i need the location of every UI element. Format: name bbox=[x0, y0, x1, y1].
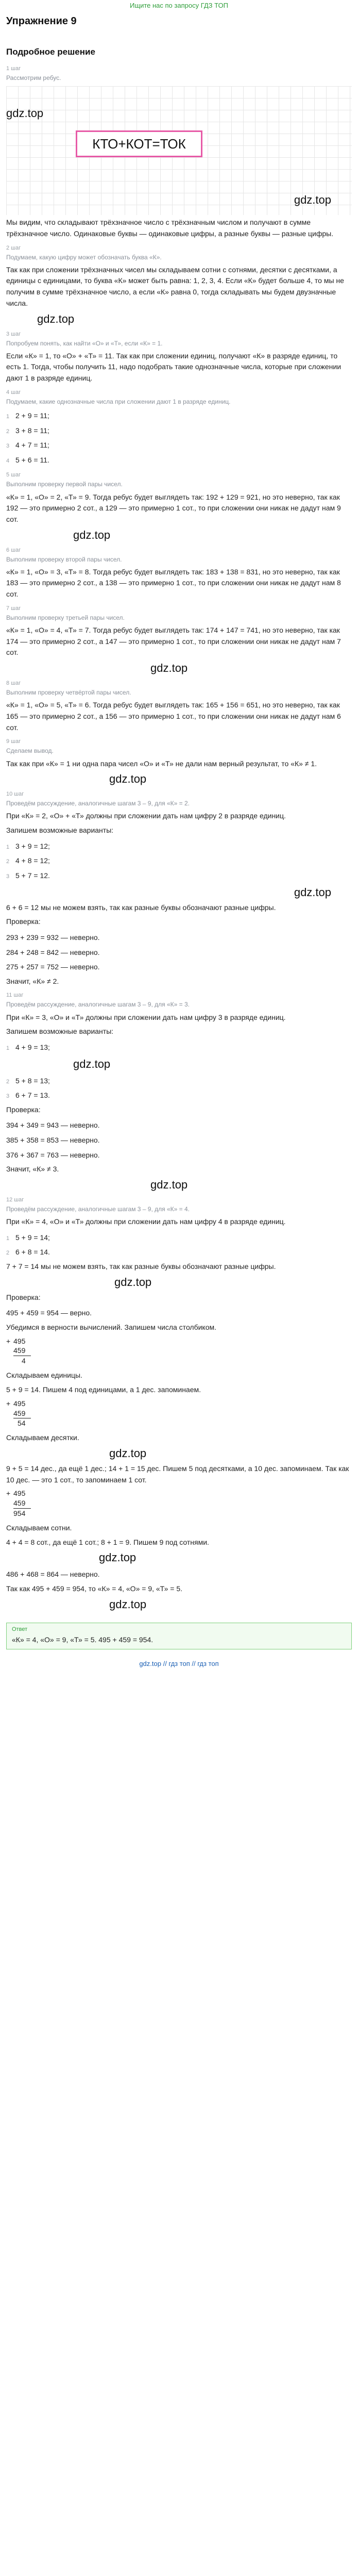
watermark: gdz.top bbox=[109, 1597, 147, 1611]
solution-page bbox=[6, 15, 352, 1667]
step-note: Проведём рассуждение, аналогичные шагам 3 – 9, для «К» = 3. bbox=[6, 1001, 190, 1009]
step-text: Проверка: bbox=[6, 1293, 41, 1301]
equation-row: 1 5 + 9 = 14; bbox=[6, 1233, 50, 1242]
step-note: Выполним проверку четвёртой пары чисел. bbox=[6, 689, 131, 697]
equation-row: 2 5 + 8 = 13; bbox=[6, 1076, 50, 1085]
step-text: При «К» = 2, «О» + «Т» должны при сложении дать нам цифру 2 в разряде единиц. bbox=[6, 812, 286, 820]
rebus-box: КТО+КОТ=ТОК bbox=[76, 130, 202, 157]
step-text: Проверка: bbox=[6, 917, 41, 926]
answer-label: Ответ bbox=[12, 1626, 28, 1632]
step-label: 6 шаг bbox=[6, 547, 21, 553]
step-conclusion: Значит, «К» ≠ 3. bbox=[6, 1165, 59, 1174]
step-text: Так как при «К» = 1 ни одна пара чисел «О» и «Т» не дали нам верный результат, то «К» ≠ 1. bbox=[6, 759, 317, 768]
step-text: Так как 495 + 459 = 954, то «К» = 4, «О» = 9, «Т» = 5. bbox=[6, 1584, 183, 1593]
step-text: 9 + 5 = 14 дес., да ещё 1 дес.; 14 + 1 = 15 дес. Пишем 5 под десятками, а 10 дес. запоминаем. Так как 10 дес. — это 1 сот., то запоминаем 1 сот. bbox=[6, 1464, 349, 1484]
watermark: gdz.top bbox=[150, 662, 188, 675]
step-note: Подумаем, какие однозначные числа при сложении дают 1 в разряде единиц. bbox=[6, 398, 231, 405]
watermark: gdz.top bbox=[109, 772, 147, 786]
step-text: Запишем возможные варианты: bbox=[6, 1027, 114, 1036]
equation-row: 2 4 + 8 = 12; bbox=[6, 856, 50, 865]
step-text: «К» = 1, «О» = 3, «Т» = 8. Тогда ребус будет выглядеть так: 183 + 138 = 831, но это неверно, так как 183 — это примерно 2 сот., а 138 — это примерно 1 сот., то при сложении они никак не дадут нам 8 сот. bbox=[6, 567, 341, 599]
check-row: 495 + 459 = 954 — верно. bbox=[6, 1309, 92, 1317]
exercise-title: Упражнение 9 bbox=[6, 15, 77, 27]
column-addition: + 495 459 54 bbox=[6, 1399, 37, 1429]
step-text: Так как при сложении трёхзначных чисел мы складываем сотни с сотнями, десятки с десятками, а единицы с единицами, то буква «К» может быть равна: 1, 2, 3, 4. Если «К» будет больше 4, то мы не получим в сумме трёхзначное число, а если «К» равна 0, тогда складывать мы будем двузначные числа. bbox=[6, 265, 344, 307]
step-text: 6 + 6 = 12 мы не можем взять, так как разные буквы обозначают разные цифры. bbox=[6, 903, 276, 912]
step-text: 7 + 7 = 14 мы не можем взять, так как разные буквы обозначают разные цифры. bbox=[6, 1262, 276, 1270]
step-label: 3 шаг bbox=[6, 331, 21, 337]
watermark: gdz.top bbox=[99, 1551, 137, 1564]
step-text: «К» = 1, «О» = 4, «Т» = 7. Тогда ребус будет выглядеть так: 174 + 147 = 741, но это неверно, так как 174 — это примерно 2 сот., а 147 — это примерно 1 сот., то при сложении они никак не дадут нам 7 сот. bbox=[6, 626, 341, 657]
equation-row: 4 5 + 6 = 11. bbox=[6, 455, 49, 464]
step-label: 11 шаг bbox=[6, 992, 24, 999]
step-note: Подумаем, какую цифру может обозначать буква «К». bbox=[6, 253, 162, 261]
step-label: 9 шаг bbox=[6, 738, 21, 745]
step-text: Убедимся в верности вычислений. Запишем числа столбиком. bbox=[6, 1323, 217, 1331]
check-row: 376 + 367 = 763 — неверно. bbox=[6, 1150, 100, 1159]
equation-row: 3 5 + 7 = 12. bbox=[6, 871, 50, 880]
check-row: 385 + 358 = 853 — неверно. bbox=[6, 1136, 100, 1144]
step-note: Рассмотрим ребус. bbox=[6, 74, 61, 81]
equation-row: 3 4 + 7 = 11; bbox=[6, 441, 49, 450]
step-text: Мы видим, что складывают трёхзначное число с трёхзначным числом и получают в сумме трёхзначное число. Одинаковые буквы — одинаковые цифры, а разные буквы — разные цифры. bbox=[6, 218, 334, 238]
step-label: 10 шаг bbox=[6, 791, 24, 798]
step-text: При «К» = 3, «О» и «Т» должны при сложении дать нам цифру 3 в разряде единиц. bbox=[6, 1013, 286, 1021]
step-note: Выполним проверку первой пары чисел. bbox=[6, 481, 123, 488]
equation-row: 2 6 + 8 = 14. bbox=[6, 1248, 50, 1257]
step-text: Если «К» = 1, то «О» + «Т» = 11. Так как при сложении единиц, получают «К» в разряде единиц, то есть 1. Тогда, чтобы получить 11, надо подобрать такие однозначные числа, которые при сложении дают 1 в разряде единиц. bbox=[6, 351, 342, 383]
check-row: 394 + 349 = 943 — неверно. bbox=[6, 1121, 100, 1130]
step-note: Сделаем вывод. bbox=[6, 747, 54, 755]
step-text: 5 + 9 = 14. Пишем 4 под единицами, а 1 дес. запоминаем. bbox=[6, 1385, 201, 1394]
step-text: Проверка: bbox=[6, 1105, 41, 1114]
step-conclusion: Значит, «К» ≠ 2. bbox=[6, 977, 59, 985]
step-label: 4 шаг bbox=[6, 389, 21, 395]
step-label: 12 шаг bbox=[6, 1196, 24, 1203]
watermark: gdz.top bbox=[294, 885, 331, 899]
watermark: gdz.top bbox=[114, 1275, 152, 1289]
check-row: 284 + 248 = 842 — неверно. bbox=[6, 948, 100, 956]
equation-row: 1 3 + 9 = 12; bbox=[6, 841, 50, 850]
step-note: Проведём рассуждение, аналогичные шагам 3 – 9, для «К» = 4. bbox=[6, 1205, 190, 1213]
step-text: При «К» = 4, «О» и «Т» должны при сложении дать нам цифру 4 в разряде единиц. bbox=[6, 1217, 286, 1226]
step-note: Проведём рассуждение, аналогичные шагам 3 – 9, для «К» = 2. bbox=[6, 800, 190, 807]
watermark: gdz.top bbox=[37, 312, 75, 325]
step-subheading: Складываем десятки. bbox=[6, 1433, 79, 1442]
equation-row: 3 6 + 7 = 13. bbox=[6, 1091, 50, 1100]
answer-text: «К» = 4, «О» = 9, «Т» = 5. 495 + 459 = 954. bbox=[12, 1635, 154, 1644]
step-label: 7 шаг bbox=[6, 605, 21, 612]
answer-box bbox=[6, 1623, 352, 1649]
watermark: gdz.top bbox=[294, 193, 331, 207]
watermark: gdz.top bbox=[150, 1178, 188, 1191]
watermark: gdz.top bbox=[6, 107, 44, 120]
footer-links[interactable]: gdz.top // гдз топ // гдз топ bbox=[139, 1659, 219, 1667]
step-label: 1 шаг bbox=[6, 65, 21, 72]
watermark: gdz.top bbox=[73, 1057, 111, 1070]
check-row: 293 + 239 = 932 — неверно. bbox=[6, 933, 100, 942]
equation-row: 2 3 + 8 = 11; bbox=[6, 426, 49, 435]
watermark: gdz.top bbox=[109, 1447, 147, 1460]
step-label: 5 шаг bbox=[6, 472, 21, 478]
solution-heading: Подробное решение bbox=[6, 47, 95, 57]
equation-row: 1 4 + 9 = 13; bbox=[6, 1043, 50, 1051]
step-text: Запишем возможные варианты: bbox=[6, 826, 114, 835]
promo-topbar[interactable]: Ищите нас по запросу ГДЗ ТОП bbox=[130, 2, 228, 9]
step-note: Выполним проверку третьей пары чисел. bbox=[6, 614, 125, 621]
check-row: 486 + 468 = 864 — неверно. bbox=[6, 1570, 100, 1579]
equation-row: 1 2 + 9 = 11; bbox=[6, 411, 49, 420]
step-note: Выполним проверку второй пары чисел. bbox=[6, 555, 122, 563]
step-text: 4 + 4 = 8 сот., да ещё 1 сот.; 8 + 1 = 9. Пишем 9 под сотнями. bbox=[6, 1538, 209, 1546]
column-addition: + 495 459 4 bbox=[6, 1336, 37, 1366]
step-note: Попробуем понять, как найти «О» и «Т», если «К» = 1. bbox=[6, 339, 163, 347]
step-label: 8 шаг bbox=[6, 680, 21, 687]
step-text: «К» = 1, «О» = 2, «Т» = 9. Тогда ребус будет выглядеть так: 192 + 129 = 921, но это неверно, так как 192 — это примерно 2 сот., а 129 — это примерно 1 сот., то при сложении они никак не дадут нам 9 сот. bbox=[6, 492, 341, 523]
step-subheading: Складываем сотни. bbox=[6, 1524, 72, 1532]
rebus-grid bbox=[6, 86, 352, 215]
step-subheading: Складываем единицы. bbox=[6, 1371, 82, 1380]
column-addition: + 495 459 954 bbox=[6, 1489, 37, 1518]
watermark: gdz.top bbox=[73, 528, 111, 541]
step-label: 2 шаг bbox=[6, 244, 21, 251]
check-row: 275 + 257 = 752 — неверно. bbox=[6, 963, 100, 971]
step-text: «К» = 1, «О» = 5, «Т» = 6. Тогда ребус будет выглядеть так: 165 + 156 = 651, но это неверно, так как 165 — это примерно 2 сот., а 156 — это примерно 1 сот., то при сложении они никак не дадут нам 6 сот. bbox=[6, 701, 341, 732]
